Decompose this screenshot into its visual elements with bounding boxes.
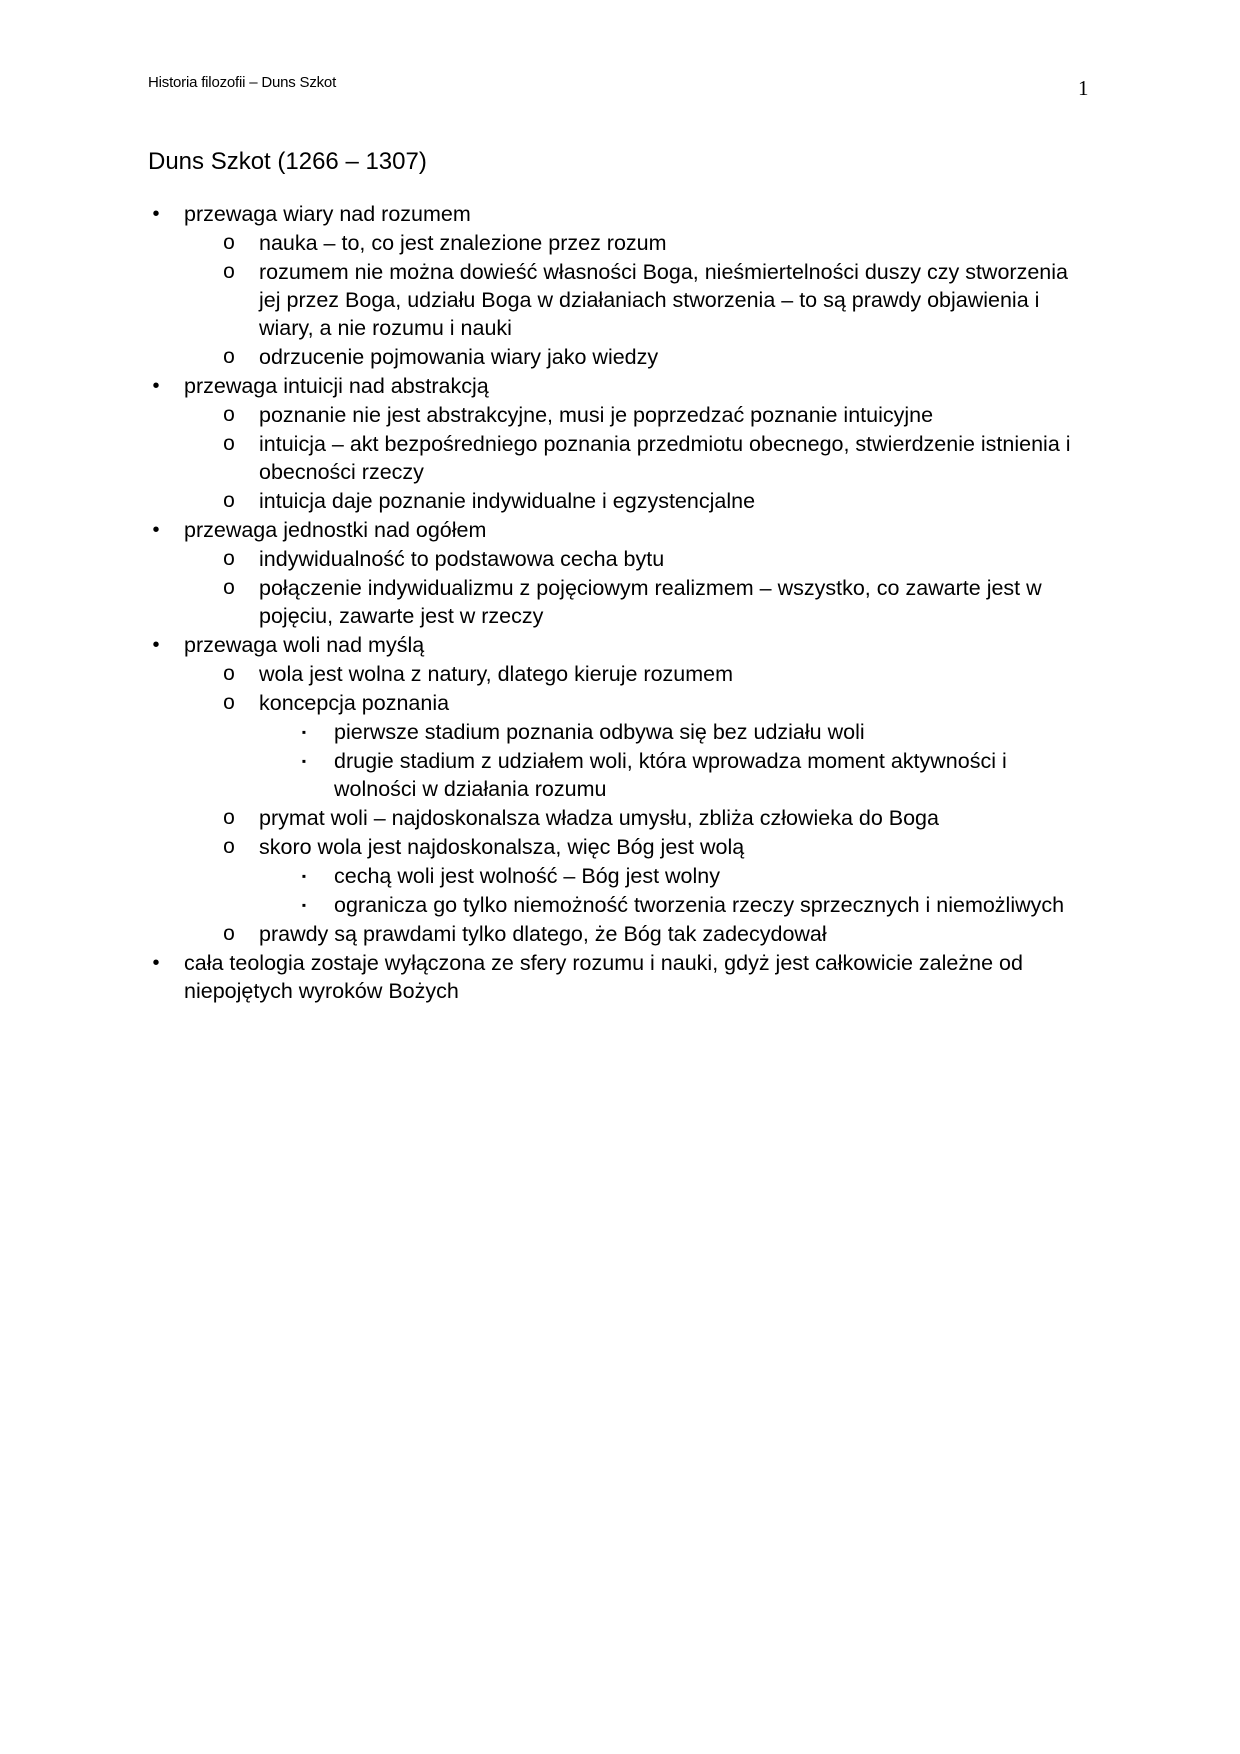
bullet-circle-icon: o — [223, 345, 235, 368]
sub-bullet-item — [148, 833, 1088, 861]
sub-sub-bullet-item — [148, 862, 1088, 890]
bullet-square-icon: ▪ — [301, 754, 307, 768]
bullet-item — [148, 516, 1088, 544]
bullet-square-icon: ▪ — [301, 725, 307, 739]
bullet-circle-icon: o — [223, 691, 235, 714]
bullet-text: połączenie indywidualizmu z pojęciowym realizmem – wszystko, co zawarte jest w pojęciu, zawarte jest w rzeczy — [259, 576, 1042, 628]
bullet-item — [148, 949, 1088, 1005]
bullet-circle-icon: o — [223, 806, 235, 829]
bullet-text: koncepcja poznania — [259, 691, 450, 715]
bullet-circle-icon: o — [223, 489, 235, 512]
bullet-text: nauka – to, co jest znalezione przez rozum — [259, 231, 667, 255]
sub-sub-bullet-item — [148, 718, 1088, 746]
bullet-square-icon: ▪ — [301, 898, 307, 912]
sub-bullet-item — [148, 920, 1088, 948]
bullet-text: przewaga jednostki nad ogółem — [184, 518, 487, 542]
bullet-text: cechą woli jest wolność – Bóg jest wolny — [334, 864, 720, 888]
sub-bullet-item — [148, 804, 1088, 832]
bullet-text: poznanie nie jest abstrakcyjne, musi je poprzedzać poznanie intuicyjne — [259, 403, 934, 427]
bullet-text: prymat woli – najdoskonalsza władza umysłu, zbliża człowieka do Boga — [259, 806, 939, 830]
bullet-text: odrzucenie pojmowania wiary jako wiedzy — [259, 345, 659, 369]
bullet-circle-icon: o — [223, 260, 235, 283]
bullet-circle-icon: o — [223, 432, 235, 455]
bullet-text: skoro wola jest najdoskonalsza, więc Bóg jest wolą — [259, 835, 745, 859]
bullet-circle-icon: o — [223, 835, 235, 858]
document-title: Duns Szkot (1266 – 1307) — [148, 148, 427, 175]
sub-bullet-item — [148, 660, 1088, 688]
bullet-text: indywidualność to podstawowa cecha bytu — [259, 547, 665, 571]
bullet-circle-icon: o — [223, 403, 235, 426]
sub-bullet-item — [148, 258, 1088, 342]
bullet-circle-icon: o — [223, 576, 235, 599]
bullet-circle-icon: o — [223, 662, 235, 685]
bullet-text: pierwsze stadium poznania odbywa się bez udziału woli — [334, 720, 865, 744]
bullet-text: cała teologia zostaje wyłączona ze sfery rozumu i nauki, gdyż jest całkowicie zależne od niepojętych wyroków Bożych — [184, 951, 1023, 1003]
bullet-text: intuicja daje poznanie indywidualne i egzystencjalne — [259, 489, 756, 513]
bullet-circle-icon: o — [223, 547, 235, 570]
sub-bullet-item — [148, 487, 1088, 515]
bullet-text: ogranicza go tylko niemożność tworzenia rzeczy sprzecznych i niemożliwych — [334, 893, 1065, 917]
bullet-text: przewaga woli nad myślą — [184, 633, 425, 657]
bullet-item — [148, 631, 1088, 659]
sub-bullet-item — [148, 574, 1088, 630]
bullet-circle-icon: o — [223, 231, 235, 254]
bullet-item — [148, 200, 1088, 228]
bullet-item — [148, 372, 1088, 400]
bullet-dot-icon: • — [152, 952, 160, 974]
bullet-text: prawdy są prawdami tylko dlatego, że Bóg tak zadecydował — [259, 922, 827, 946]
sub-bullet-item — [148, 689, 1088, 717]
bullet-dot-icon: • — [152, 634, 160, 656]
bullet-text: wola jest wolna z natury, dlatego kieruje rozumem — [259, 662, 734, 686]
sub-bullet-item — [148, 401, 1088, 429]
bullet-circle-icon: o — [223, 922, 235, 945]
bullet-square-icon: ▪ — [301, 869, 307, 883]
sub-bullet-item — [148, 430, 1088, 486]
bullet-outline — [148, 200, 1088, 1006]
sub-bullet-item — [148, 545, 1088, 573]
bullet-text: przewaga wiary nad rozumem — [184, 202, 471, 226]
running-header: Historia filozofii – Duns Szkot — [148, 74, 337, 91]
bullet-text: rozumem nie można dowieść własności Boga, nieśmiertelności duszy czy stworzenia jej przez Boga, udziału Boga w działaniach stworzenia – to są prawdy objawienia i wiary, a nie rozumu i nauki — [259, 260, 1068, 340]
sub-sub-bullet-item — [148, 891, 1088, 919]
sub-sub-bullet-item — [148, 747, 1088, 803]
page-number: 1 — [1078, 76, 1089, 100]
bullet-text: drugie stadium z udziałem woli, która wprowadza moment aktywności i wolności w działania rozumu — [334, 749, 1007, 801]
bullet-dot-icon: • — [152, 375, 160, 397]
bullet-dot-icon: • — [152, 519, 160, 541]
bullet-dot-icon: • — [152, 203, 160, 225]
sub-bullet-item — [148, 343, 1088, 371]
bullet-text: przewaga intuicji nad abstrakcją — [184, 374, 489, 398]
bullet-text: intuicja – akt bezpośredniego poznania przedmiotu obecnego, stwierdzenie istnienia i obecności rzeczy — [259, 432, 1071, 484]
sub-bullet-item — [148, 229, 1088, 257]
